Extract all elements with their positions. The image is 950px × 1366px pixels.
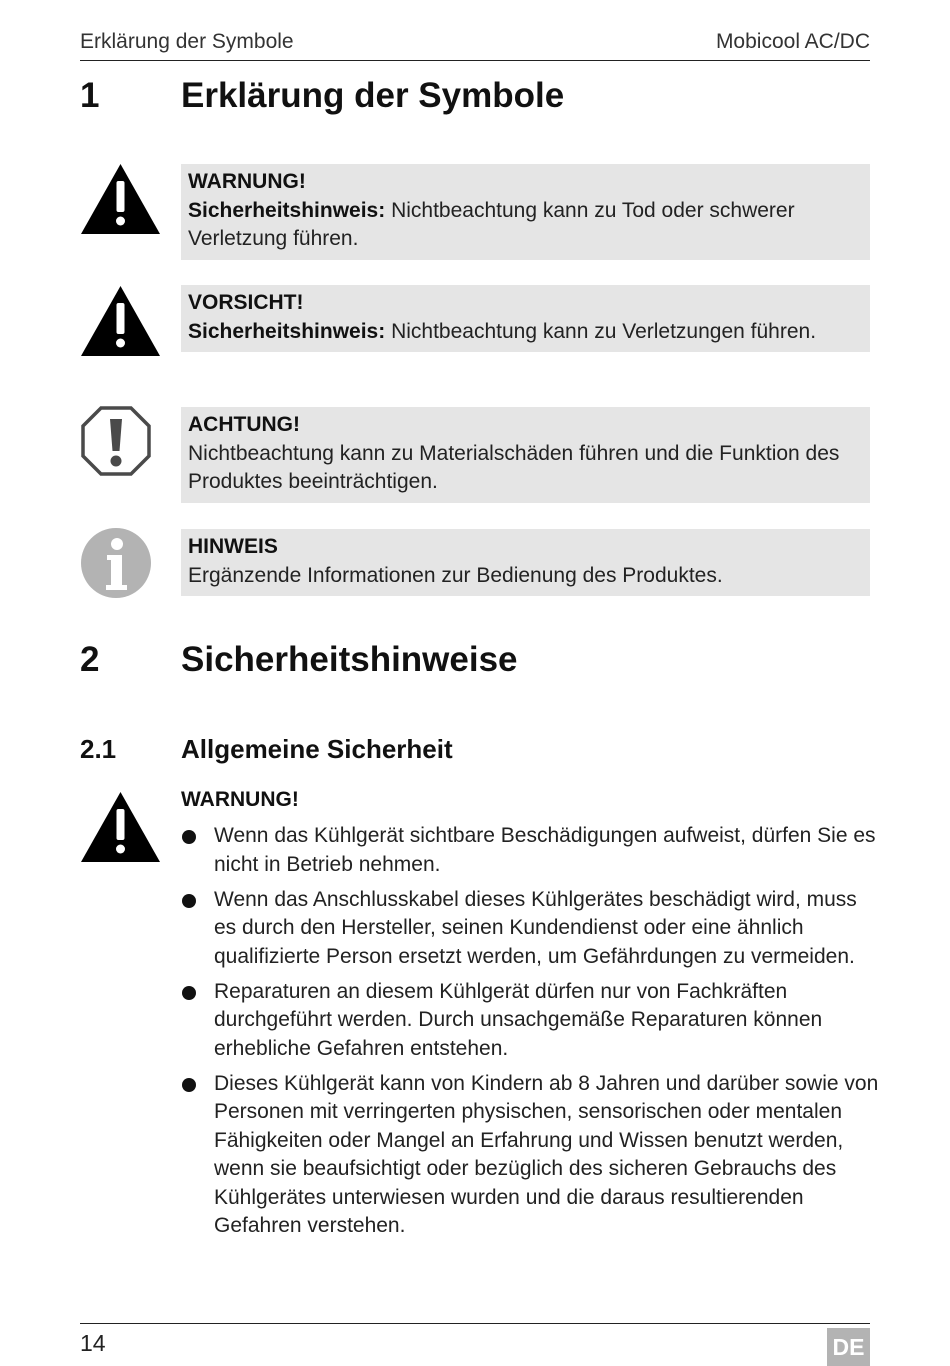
list-item: Dieses Kühlgerät kann von Kindern ab 8 Jahren und darüber sowie von Personen mit verringerten physischen, sensorischen oder mentalen Fähigkeiten oder Mangel an Erfahrung und Wissen benutzt werden, wenn sie beaufsichtigt oder bezüglich des sicheren Gebrauchs des Kühlgerätes unterwiesen wurden und die daraus resultierenden Gefahren verstehen. <box>181 1070 881 1241</box>
header-product-name: Mobicool AC/DC <box>715 30 870 53</box>
notice-title: HINWEIS <box>188 535 278 558</box>
notice-title: VORSICHT! <box>188 291 304 314</box>
section-number: 2 <box>80 640 100 679</box>
notice-text: Nichtbeachtung kann zu Materialschäden führen und die Funktion des Produktes beeinträchtigen. <box>188 441 840 493</box>
notice-title: WARNUNG! <box>188 170 306 193</box>
info-circle-icon <box>80 527 152 599</box>
list-item: Reparaturen an diesem Kühlgerät dürfen nur von Fachkräften durchgeführt werden. Durch unsachgemäße Reparaturen können erhebliche Gefahren entstehen. <box>181 978 881 1064</box>
notice-label: Sicherheitshinweis: <box>188 198 386 222</box>
notice-caution <box>181 285 870 352</box>
notice-text: Nichtbeachtung kann zu Verletzungen führen. <box>385 319 817 343</box>
notice-text: Nichtbeachtung kann zu Tod oder schwerer Verletzung führen. <box>188 198 795 250</box>
section-title: Erklärung der Symbole <box>181 76 565 115</box>
notice-info <box>181 529 870 596</box>
notice-warning <box>181 164 870 260</box>
list-item: Wenn das Kühlgerät sichtbare Beschädigungen aufweist, dürfen Sie es nicht in Betrieb nehmen. <box>181 822 881 879</box>
notice-label: Sicherheitshinweis: <box>188 319 386 343</box>
section-number: 1 <box>80 76 100 115</box>
section-number: 2.1 <box>80 734 117 764</box>
notice-attention <box>181 407 870 503</box>
notice-text: Ergänzende Informationen zur Bedienung des Produktes. <box>188 563 723 587</box>
warning-triangle-icon <box>80 163 161 235</box>
section-title: Sicherheitshinweise <box>181 640 518 679</box>
header-section-title: Erklärung der Symbole <box>80 30 294 53</box>
warning-triangle-icon <box>80 285 161 357</box>
page-footer <box>80 1323 870 1366</box>
attention-octagon-icon <box>80 405 152 477</box>
page-number: 14 <box>80 1330 106 1356</box>
notice-title: ACHTUNG! <box>188 413 300 436</box>
list-item: Wenn das Anschlusskabel dieses Kühlgerätes beschädigt wird, muss es durch den Hersteller, seinen Kundendienst oder eine ähnlich qualifizierte Person ersetzt werden, um Gefährdungen zu vermeiden. <box>181 886 881 972</box>
language-badge: DE <box>827 1328 870 1366</box>
warning-title: WARNUNG! <box>181 788 299 811</box>
safety-bullet-list <box>181 822 881 1247</box>
page-header <box>80 28 870 61</box>
warning-triangle-icon <box>80 791 161 863</box>
section-title: Allgemeine Sicherheit <box>181 734 453 764</box>
